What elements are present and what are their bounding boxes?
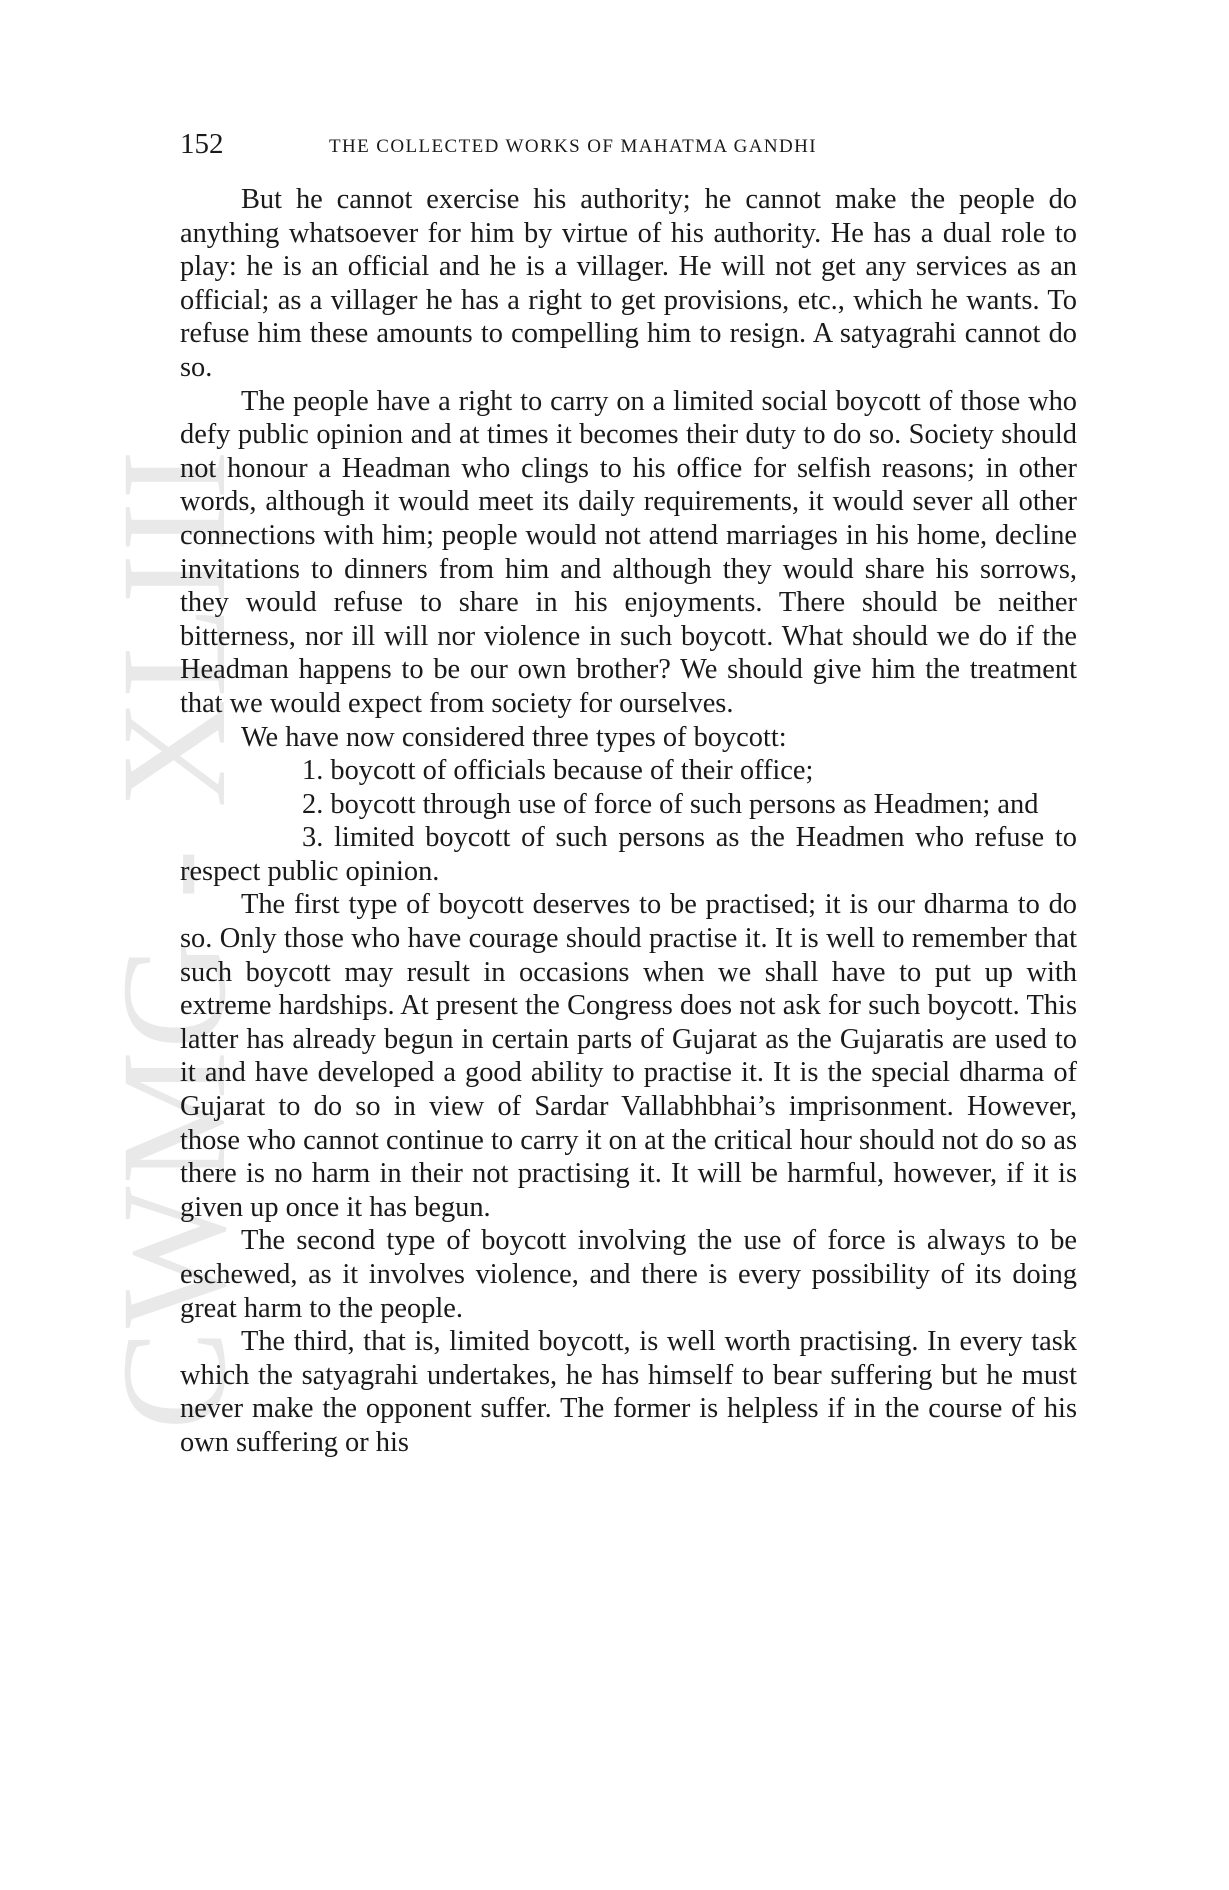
- list-item-3: [180, 821, 1077, 888]
- paragraph-2: The people have a right to carry on a limited social boycott of those who defy public opinion and at times it becomes their duty to do so. Society should not honour a Headman who clings to his office for selfish reasons; in other words, although it would meet its daily requirements, it would sever all other connections with him; people would not attend marriages in his home, decline invitations to dinners from him and although they would share his sorrows, they would refuse to share in his enjoyments. There should be neither bitterness, nor ill will nor violence in such boycott. What should we do if the Headman happens to be our own brother? We should give him the treatment that we would expect from society for ourselves.: [180, 385, 1077, 719]
- list-item-2: [180, 788, 1077, 822]
- list-number: 2.: [302, 788, 324, 820]
- list-item-text: boycott of officials because of their office;: [330, 755, 814, 787]
- watermark: CWMG - XLIII: [91, 447, 257, 1430]
- body-text: [180, 183, 1077, 1460]
- list-item-text: boycott through use of force of such persons as Headmen; and: [330, 788, 1039, 820]
- paragraph-5: The second type of boycott involving the use of force is always to be eschewed, as it involves violence, and there is every possibility of its doing great harm to the people.: [180, 1225, 1077, 1324]
- page-number: 152: [180, 128, 224, 160]
- page-header: [180, 128, 1080, 168]
- running-title: THE COLLECTED WORKS OF MAHATMA GANDHI: [329, 136, 817, 157]
- list-item-1: [180, 754, 1077, 788]
- paragraph-1: But he cannot exercise his authority; he cannot make the people do anything whatsoever for him by virtue of his authority. He has a dual role to play: he is an official and he is a villager. He will not get any services as an official; as a villager he has a right to get provisions, etc., which he wants. To refuse him these amounts to compelling him to resign. A satyagrahi cannot do so.: [180, 184, 1077, 383]
- list-number: 3.: [302, 822, 324, 854]
- paragraph-3: We have now considered three types of boycott:: [241, 721, 787, 753]
- paragraph-6: The third, that is, limited boycott, is well worth practising. In every task which the satyagrahi undertakes, he has himself to bear suffering but he must never make the opponent suffer. The former is helpless if in the course of his own suffering or his: [180, 1326, 1077, 1458]
- paragraph-4: The first type of boycott deserves to be practised; it is our dharma to do so. Only those who have courage should practise it. It is well to remember that such boycott may result in occasions when we shall have to put up with extreme hardships. At present the Congress does not ask for such boycott. This latter has already begun in certain parts of Gujarat as the Gujaratis are used to it and have developed a good ability to practise it. It is the special dharma of Gujarat to do so in view of Sardar Vallabhbhai’s imprisonment. However, those who cannot continue to carry it on at the critical hour should not do so as there is no harm in their not practising it. It will be harmful, however, if it is given up once it has begun.: [180, 889, 1077, 1223]
- list-number: 1.: [302, 755, 324, 787]
- list-item-text: limited boycott of such persons as the Headmen who refuse to respect public opinion.: [180, 822, 1077, 887]
